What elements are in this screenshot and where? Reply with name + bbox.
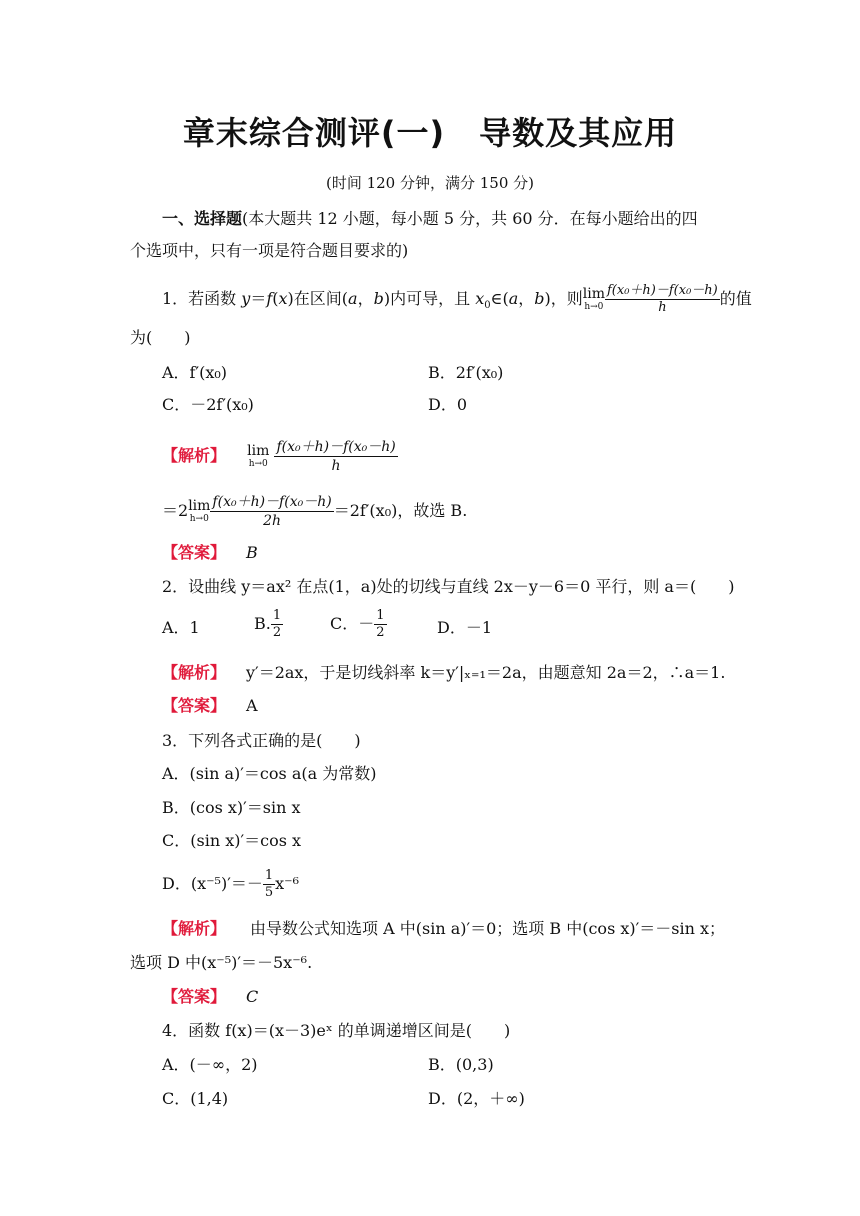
q4-option-d: D．(2，＋∞) bbox=[428, 1089, 525, 1108]
section-desc-1: (本大题共 12 小题，每小题 5 分，共 60 分．在每小题给出的四 bbox=[242, 209, 698, 228]
q1-analysis bbox=[162, 438, 398, 475]
analysis-label: 【解析】 bbox=[162, 446, 227, 465]
q1-step2-fraction: $\frac{\text{f(x₀＋h)－f(x₀－h)}}{2h}$ bbox=[212, 494, 332, 529]
q2-stem: 2．设曲线 y＝ax² 在点(1，a)处的切线与直线 2x－y－6＝0 平行，则 a＝( ) bbox=[162, 577, 735, 596]
q2-option-c: C．－ $\frac{1}{2}$ bbox=[330, 608, 385, 640]
q1-option-c: C．－2f′(x₀) bbox=[162, 395, 254, 414]
q1-stem-part: 在区间( bbox=[293, 289, 349, 308]
q2-answer bbox=[162, 695, 258, 717]
q1-fraction: $\frac{\text{f(x₀＋h)－f(x₀－h)}}{h}$ bbox=[607, 283, 718, 315]
q2-b-fraction: $\frac{1}{2}$ bbox=[272, 608, 282, 640]
title-main: 章末综合测评(一) bbox=[182, 114, 446, 152]
exam-info: (时间 120 分钟，满分 150 分) bbox=[325, 174, 535, 192]
q3-option-a: A．(sin a)′＝cos a(a 为常数) bbox=[162, 764, 377, 783]
q3-analysis-text-2: 选项 D 中(x⁻⁵)′＝－5x⁻⁶. bbox=[130, 953, 313, 972]
analysis-label: 【解析】 bbox=[162, 919, 227, 938]
q1-limit: lim h→0 bbox=[582, 286, 605, 312]
q4-option-c: C．(1,4) bbox=[162, 1089, 229, 1108]
q1-stem-part: ∈( bbox=[490, 289, 509, 308]
q1-stem-part: )内可导，且 bbox=[383, 289, 476, 308]
section-heading-line bbox=[162, 208, 698, 230]
q1-solution-limit: lim h→0 bbox=[247, 443, 270, 469]
q3-option-d: D．(x⁻⁵)′＝－ $\frac{1}{5}$ x⁻⁶ bbox=[162, 868, 300, 900]
q1-option-a: A．f′(x₀) bbox=[162, 363, 228, 382]
answer-label: 【答案】 bbox=[162, 543, 227, 562]
q3-answer-value: C bbox=[246, 987, 259, 1006]
q2-c-fraction: $\frac{1}{2}$ bbox=[376, 608, 385, 640]
q1-stem-cont: 为( ) bbox=[130, 328, 191, 347]
q4-option-b: B．(0,3) bbox=[428, 1055, 494, 1074]
q1-solution-fraction: $\frac{\text{f(x₀＋h)－f(x₀－h)}}{h}$ bbox=[276, 439, 396, 474]
q3-analysis-text-1: 由导数公式知选项 A 中(sin a)′＝0；选项 B 中(cos x)′＝－sin x； bbox=[250, 919, 726, 938]
q2-option-b: B. $\frac{1}{2}$ bbox=[254, 608, 282, 640]
section-desc-2: 个选项中，只有一项是符合题目要求的) bbox=[130, 241, 409, 260]
q2-option-d: D．－1 bbox=[437, 618, 493, 637]
q4-stem: 4．函数 f(x)＝(x－3)eˣ 的单调递增区间是( ) bbox=[162, 1021, 511, 1040]
q1-answer bbox=[162, 542, 258, 564]
q1-option-b: B．2f′(x₀) bbox=[428, 363, 504, 382]
q1-step2-suffix: ＝2f′(x₀)，故选 B. bbox=[333, 501, 468, 520]
answer-label: 【答案】 bbox=[162, 987, 227, 1006]
q2-analysis bbox=[162, 662, 725, 684]
q4-option-a: A．(－∞，2) bbox=[162, 1055, 258, 1074]
q3-stem: 3．下列各式正确的是( ) bbox=[162, 731, 361, 750]
title-topic: 导数及其应用 bbox=[479, 114, 678, 152]
q3-d-fraction: $\frac{1}{5}$ bbox=[264, 868, 274, 900]
q3-answer bbox=[162, 986, 258, 1008]
q2-answer-value: A bbox=[246, 696, 258, 715]
page-title bbox=[0, 108, 860, 154]
analysis-label: 【解析】 bbox=[162, 663, 227, 682]
q1-solution-step2 bbox=[162, 493, 467, 530]
q1-step2-limit: lim h→0 bbox=[188, 498, 211, 524]
q3-option-b: B．(cos x)′＝sin x bbox=[162, 798, 301, 817]
q1-stem-part: 1．若函数 bbox=[162, 289, 242, 308]
q1-stem: 1．若函数 y＝f(x)在区间(a，b)内可导，且 $x_0\in(a$，b)，则lim h→0 $\frac{\text{f(x₀＋h)－f(x₀－h)}}{h}$ 的值 bbox=[162, 283, 752, 315]
q1-option-d: D．0 bbox=[428, 395, 468, 414]
q3-analysis bbox=[162, 918, 725, 940]
q2-option-a: A．1 bbox=[162, 618, 200, 637]
q2-analysis-text: y′＝2ax，于是切线斜率 k＝y′|ₓ₌₁＝2a，由题意知 2a＝2，∴a＝1. bbox=[246, 663, 726, 682]
q3-option-c: C．(sin x)′＝cos x bbox=[162, 831, 302, 850]
q1-step2-prefix: ＝2 bbox=[162, 501, 189, 520]
q1-answer-value: B bbox=[246, 543, 258, 562]
q1-stem-part: 的值 bbox=[719, 289, 752, 308]
q1-stem-part: )，则 bbox=[544, 289, 583, 308]
section-heading: 一、选择题 bbox=[162, 209, 243, 228]
answer-label: 【答案】 bbox=[162, 696, 227, 715]
